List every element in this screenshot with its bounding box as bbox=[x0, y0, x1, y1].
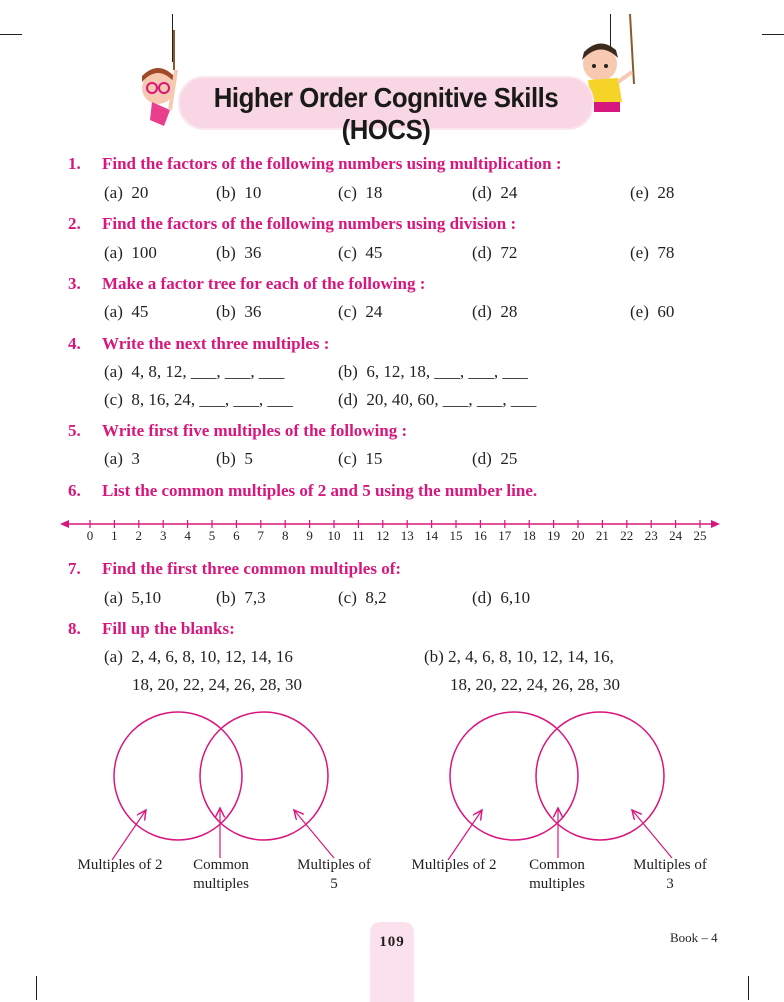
number-line-label: 19 bbox=[547, 528, 561, 543]
option: (d) 25 bbox=[472, 449, 518, 468]
pointer-arrow bbox=[632, 810, 672, 858]
question-text: Find the factors of the following numbers using multiplication : bbox=[102, 154, 562, 173]
question-text: Make a factor tree for each of the following : bbox=[102, 274, 426, 293]
option: (b) 5 bbox=[216, 449, 253, 468]
venn-label-middle: Common multiples bbox=[529, 857, 585, 892]
option: (a) 5,10 bbox=[104, 588, 162, 607]
number-line-label: 2 bbox=[135, 528, 143, 543]
option: (e) 60 bbox=[630, 302, 675, 321]
option: (c) 8, 16, 24, ___, ___, ___ bbox=[104, 390, 293, 409]
number-line-label: 16 bbox=[473, 528, 487, 543]
option: (a) 3 bbox=[104, 449, 140, 468]
option: (e) 78 bbox=[630, 243, 675, 262]
number-line-label: 25 bbox=[693, 528, 707, 543]
option: (c) 18 bbox=[338, 183, 383, 202]
option: (c) 45 bbox=[338, 243, 383, 262]
question-text: Fill up the blanks: bbox=[102, 619, 235, 638]
number-line-label: 21 bbox=[595, 528, 609, 543]
option-continued: 18, 20, 22, 24, 26, 28, 30 bbox=[450, 675, 620, 694]
number-line-label: 0 bbox=[86, 528, 94, 543]
number-line-label: 8 bbox=[281, 528, 289, 543]
venn-diagram-b bbox=[448, 712, 672, 860]
pointer-arrow bbox=[294, 810, 334, 858]
option: (a) 20 bbox=[104, 183, 149, 202]
option: (b) 2, 4, 6, 8, 10, 12, 14, 16, bbox=[424, 647, 614, 666]
book-label: Book – 4 bbox=[670, 930, 718, 945]
number-line-label: 3 bbox=[159, 528, 167, 543]
question-number: 5. bbox=[68, 421, 81, 440]
number-line-label: 7 bbox=[257, 528, 265, 543]
crop-mark bbox=[762, 34, 784, 35]
number-line-label: 12 bbox=[376, 528, 390, 543]
question-number: 3. bbox=[68, 274, 81, 293]
number-line-label: 24 bbox=[669, 528, 683, 543]
number-line-label: 6 bbox=[233, 528, 240, 543]
venn-label-right: Multiples of 5 bbox=[297, 857, 371, 892]
number-line-label: 13 bbox=[400, 528, 414, 543]
number-line-label: 17 bbox=[498, 528, 512, 543]
number-line-label: 4 bbox=[184, 528, 191, 543]
venn-circle-left bbox=[450, 712, 578, 840]
question-text: Find the first three common multiples of: bbox=[102, 559, 402, 578]
venn-circle-left bbox=[114, 712, 242, 840]
option: (d) 20, 40, 60, ___, ___, ___ bbox=[338, 390, 537, 409]
option: (c) 24 bbox=[338, 302, 383, 321]
number-line-label: 18 bbox=[522, 528, 536, 543]
number-line-label: 10 bbox=[327, 528, 341, 543]
question-text: Write first five multiples of the following : bbox=[102, 421, 408, 440]
option: (c) 8,2 bbox=[338, 588, 387, 607]
venn-circle-right bbox=[200, 712, 328, 840]
option: (e) 28 bbox=[630, 183, 675, 202]
option: (c) 15 bbox=[338, 449, 383, 468]
option: (b) 36 bbox=[216, 302, 262, 321]
number-line-label: 22 bbox=[620, 528, 634, 543]
number-line-label: 23 bbox=[644, 528, 658, 543]
question-text: Find the factors of the following numbers using division : bbox=[102, 214, 517, 233]
question-number: 8. bbox=[68, 619, 81, 638]
number-line-label: 5 bbox=[208, 528, 216, 543]
option: (b) 6, 12, 18, ___, ___, ___ bbox=[338, 362, 528, 381]
arrow-left-icon bbox=[60, 520, 69, 528]
venn-label-left: Multiples of 2 bbox=[77, 857, 163, 873]
question-number: 7. bbox=[68, 559, 81, 578]
number-line-label: 1 bbox=[111, 528, 118, 543]
number-line-label: 11 bbox=[352, 528, 365, 543]
question-number: 1. bbox=[68, 154, 81, 173]
question-text: List the common multiples of 2 and 5 using the number line. bbox=[102, 481, 538, 500]
question-text: Write the next three multiples : bbox=[102, 334, 330, 353]
option: (d) 72 bbox=[472, 243, 518, 262]
option: (b) 10 bbox=[216, 183, 262, 202]
option: (a) 45 bbox=[104, 302, 149, 321]
option: (d) 28 bbox=[472, 302, 518, 321]
crop-mark bbox=[748, 976, 749, 1000]
option: (d) 6,10 bbox=[472, 588, 531, 607]
venn-circle-right bbox=[536, 712, 664, 840]
page-title: Higher Order Cognitive Skills (HOCS) bbox=[213, 82, 559, 145]
option: (a) 100 bbox=[104, 243, 157, 262]
option: (a) 4, 8, 12, ___, ___, ___ bbox=[104, 362, 285, 381]
number-line-label: 15 bbox=[449, 528, 463, 543]
option: (b) 36 bbox=[216, 243, 262, 262]
venn-diagram-a bbox=[112, 712, 334, 860]
venn-label-left: Multiples of 2 bbox=[411, 857, 497, 873]
arrow-right-icon bbox=[711, 520, 720, 528]
number-line-label: 14 bbox=[425, 528, 439, 543]
number-line-label: 20 bbox=[571, 528, 585, 543]
number-line-label: 9 bbox=[306, 528, 313, 543]
question-number: 2. bbox=[68, 214, 81, 233]
venn-label-right: Multiples of 3 bbox=[633, 857, 707, 892]
crop-mark bbox=[0, 34, 22, 35]
venn-label-middle: Common multiples bbox=[193, 857, 249, 892]
option-continued: 18, 20, 22, 24, 26, 28, 30 bbox=[132, 675, 302, 694]
venn-diagrams bbox=[60, 700, 740, 870]
crop-mark bbox=[36, 976, 37, 1000]
option: (d) 24 bbox=[472, 183, 518, 202]
option: (a) 2, 4, 6, 8, 10, 12, 14, 16 bbox=[104, 647, 293, 666]
question-number: 6. bbox=[68, 481, 81, 500]
page-number: 109 bbox=[379, 934, 405, 950]
option: (b) 7,3 bbox=[216, 588, 266, 607]
question-number: 4. bbox=[68, 334, 81, 353]
